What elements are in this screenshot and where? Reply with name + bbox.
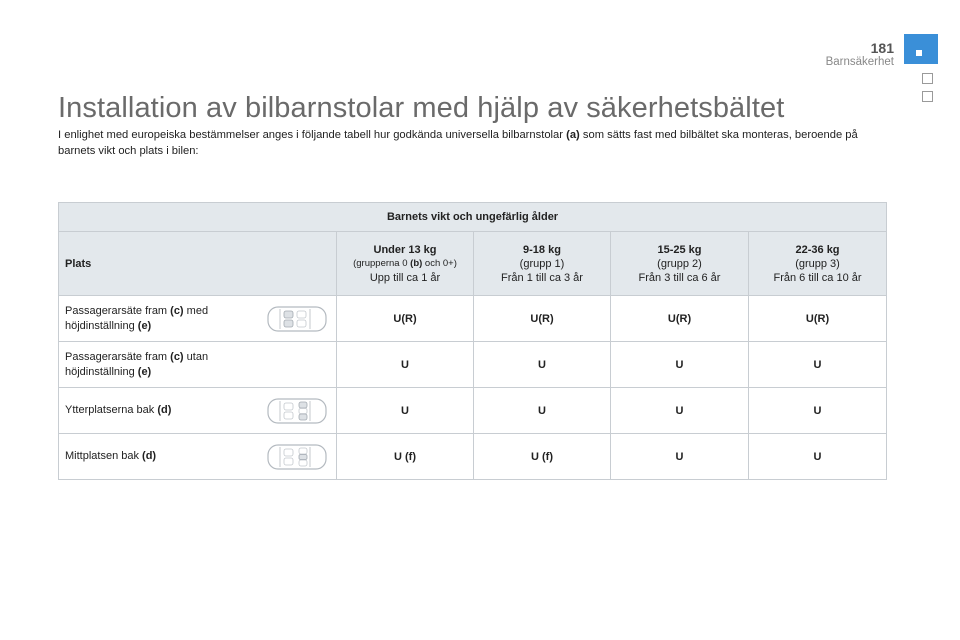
tab-square-icon — [916, 50, 922, 56]
age-label: Upp till ca 1 år — [369, 271, 441, 284]
intro-paragraph — [58, 127, 898, 159]
rating-cell: U (f) — [474, 434, 611, 480]
group-label: (grupp 3) — [795, 257, 840, 270]
ref-a: (a) — [566, 129, 580, 141]
rating-cell: U(R) — [749, 296, 887, 342]
child-seat-table — [58, 202, 887, 480]
seat-label: Passagerarsäte fram (c) utan höjdinställning (e) — [59, 342, 259, 388]
rating-cell: U — [749, 388, 887, 434]
rating-cell: U — [611, 434, 749, 480]
weight-label: Under 13 kg — [373, 243, 437, 256]
intro-text: I enlighet med europeiska bestämmelser anges i följande tabell hur godkända universella bilbarnstolar — [58, 129, 567, 141]
plats-header: Plats — [59, 232, 337, 296]
page-number: 181 — [870, 40, 894, 56]
column-header — [337, 232, 474, 296]
weight-label: 22-36 kg — [795, 243, 840, 256]
group-label: (grupperna 0 (b) och 0+) — [353, 257, 457, 269]
rating-cell: U — [337, 388, 474, 434]
rating-cell: U(R) — [337, 296, 474, 342]
table-row — [59, 434, 887, 480]
age-label: Från 1 till ca 3 år — [501, 271, 583, 284]
seat-label: Passagerarsäte fram (c) med höjdinställning (e) — [59, 296, 259, 342]
table-row — [59, 296, 887, 342]
seat-label: Mittplatsen bak (d) — [59, 434, 259, 480]
column-header — [749, 232, 887, 296]
weight-label: 9-18 kg — [523, 243, 561, 256]
car-rear-outer-seats-icon — [264, 393, 330, 429]
rating-cell: U — [474, 342, 611, 388]
rating-cell: U (f) — [337, 434, 474, 480]
car-rear-middle-seat-icon — [264, 439, 330, 475]
group-label: (grupp 2) — [657, 257, 702, 270]
rating-cell: U(R) — [474, 296, 611, 342]
weight-label: 15-25 kg — [657, 243, 702, 256]
chapter-tab[interactable] — [922, 91, 933, 102]
seat-label: Ytterplatserna bak (d) — [59, 388, 259, 434]
column-header — [611, 232, 749, 296]
rating-cell: U — [474, 388, 611, 434]
ref-b: (b) — [410, 257, 423, 269]
group-label: (grupp 1) — [519, 257, 565, 270]
car-front-seat-icon — [264, 301, 330, 337]
page-title: Installation av bilbarnstolar med hjälp av säkerhetsbältet — [58, 92, 785, 124]
group-header: Barnets vikt och ungefärlig ålder — [59, 203, 887, 232]
table-row — [59, 342, 887, 388]
table-row — [59, 388, 887, 434]
intro-text: som sätts fast med bilbältet ska monteras, beroende på barnets vikt och plats i bilen: — [58, 129, 858, 157]
rating-cell: U(R) — [611, 296, 749, 342]
rating-cell: U — [749, 342, 887, 388]
rating-cell: U — [337, 342, 474, 388]
age-label: Från 6 till ca 10 år — [773, 271, 862, 284]
section-name: Barnsäkerhet — [825, 56, 894, 68]
rating-cell: U — [611, 342, 749, 388]
rating-cell: U — [611, 388, 749, 434]
rating-cell: U — [749, 434, 887, 480]
column-header — [474, 232, 611, 296]
chapter-tab-active[interactable] — [904, 34, 938, 64]
age-label: Från 3 till ca 6 år — [638, 271, 721, 284]
chapter-tab[interactable] — [922, 73, 933, 84]
